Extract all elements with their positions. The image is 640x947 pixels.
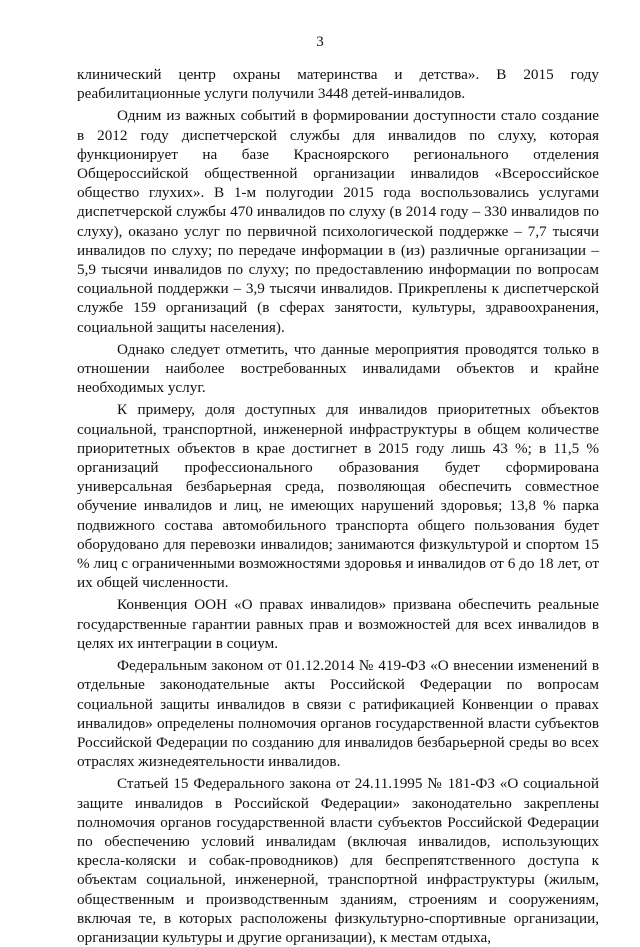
document-body xyxy=(77,65,599,947)
paragraph-statistics: К примеру, доля доступных для инвалидов приоритетных объектов социальной, транспортной, инженерной инфраструктуры в общем количестве приоритетных объектов в крае достигнет в 2015 году лишь 43 %; в 11,5 % организаций профессионального образования будет сформирована универсальная безбарьерная среда, позволяющая обеспечить совместное обучение инвалидов и лиц, не имеющих нарушений здоровья; 13,8 % парка подвижного состава автомобильного транспорта общего пользования будет оборудовано для перевозки инвалидов; занимаются физкультурой и спортом 15 % лиц с ограниченными возможностями здоровья и инвалидов от 6 до 18 лет, от их общей численности. xyxy=(77,401,599,592)
paragraph-un-convention: Конвенция ООН «О правах инвалидов» призвана обеспечить реальные государственные гарантии равных прав и возможностей для всех инвалидов в целях их интеграции в социум. xyxy=(77,596,599,652)
paragraph-dispatch-service: Одним из важных событий в формировании доступности стало создание в 2012 году диспетчерской службы для инвалидов по слуху, которая функционирует на базе Красноярского регионального отделения Общероссийской общественной организации инвалидов «Всероссийское общество глухих». В 1-м полугодии 2015 года воспользовались услугами диспетчерской службы 470 инвалидов по слуху (в 2014 году – 330 инвалидов по слуху), оказано услуг по первичной психологической поддержке – 7,7 тысячи инвалидов по слуху; по передаче информации в (из) различные организации – 5,9 тысячи инвалидов по слуху; по предоставлению информации по вопросам социальной поддержки – 3,9 тысячи инвалидов. Прикреплены к диспетчерской службе 159 организаций (в сферах занятости, культуры, здравоохранения, социальной защиты населения). xyxy=(77,107,599,336)
paragraph-continuation: клинический центр охраны материнства и детства». В 2015 году реабилитационные услуги получили 3448 детей-инвалидов. xyxy=(77,66,599,103)
paragraph-federal-law-419: Федеральным законом от 01.12.2014 № 419-ФЗ «О внесении изменений в отдельные законодательные акты Российской Федерации по вопросам социальной защиты инвалидов в связи с ратификацией Конвенции о правах инвалидов» определены полномочия органов государственной власти субъектов Российской Федерации по созданию для инвалидов безбарьерной среды во всех отраслях жизнедеятельности инвалидов. xyxy=(77,657,599,771)
page-number: 3 xyxy=(316,34,324,50)
paragraph-note: Однако следует отметить, что данные мероприятия проводятся только в отношении наиболее востребованных инвалидами объектов и крайне необходимых услуг. xyxy=(77,340,599,397)
paragraph-federal-law-181: Статьей 15 Федерального закона от 24.11.1995 № 181-ФЗ «О социальной защите инвалидов в Российской Федерации» законодательно закреплены полномочия органов государственной власти субъектов Российской Федерации по обеспечению условий инвалидам (включая инвалидов, использующих кресла-коляски и собак-проводников) для беспрепятственного доступа к объектам социальной, инженерной, транспортной инфраструктуры (жилым, общественным и производственным зданиям, строениям и сооружениям, включая те, в которых расположены физкультурно-спортивные организации, организации культуры и другие организации), к местам отдыха, xyxy=(77,775,599,946)
